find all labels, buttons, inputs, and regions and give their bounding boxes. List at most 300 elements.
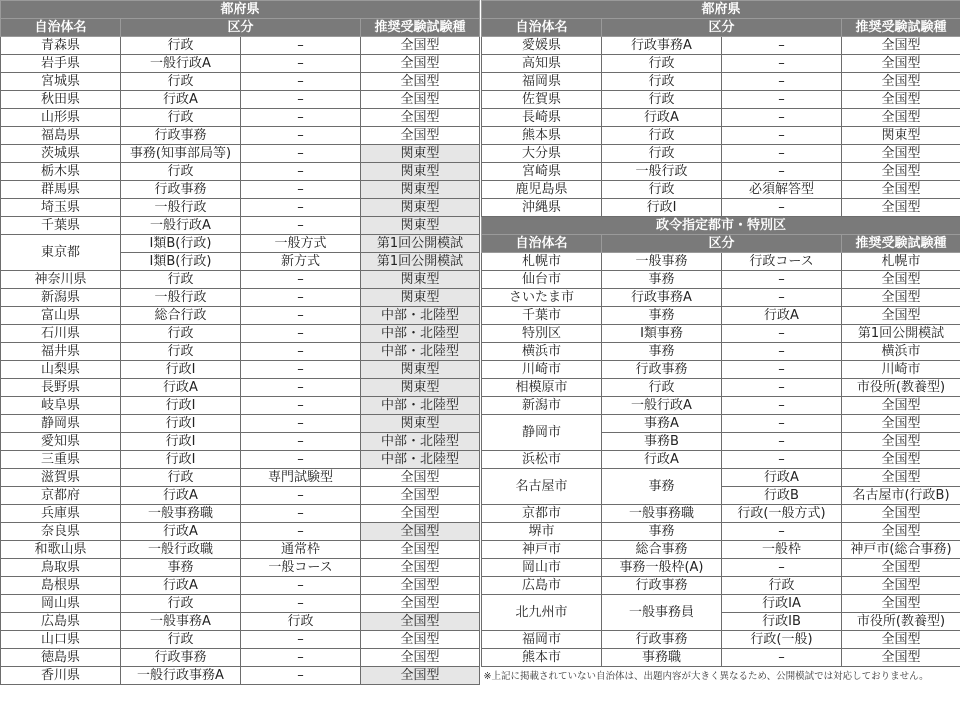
recommended-exam: 全国型 bbox=[842, 505, 960, 523]
category-main: 一般行政A bbox=[121, 217, 241, 235]
municipality-name: 札幌市 bbox=[482, 253, 602, 271]
category-main: 一般行政A bbox=[121, 55, 241, 73]
recommended-exam: 関東型 bbox=[842, 127, 960, 145]
recommended-exam: 全国型 bbox=[842, 469, 960, 487]
table-row bbox=[1, 667, 480, 685]
municipality-name: 和歌山県 bbox=[1, 541, 121, 559]
table-row bbox=[482, 181, 960, 199]
table-row bbox=[482, 649, 960, 667]
table-row bbox=[1, 343, 480, 361]
header-municipality: 自治体名 bbox=[1, 19, 121, 37]
municipality-name: 熊本市 bbox=[482, 649, 602, 667]
category-sub: – bbox=[722, 127, 842, 145]
category-main: 行政Ⅰ bbox=[121, 361, 241, 379]
recommended-exam: 川崎市 bbox=[842, 361, 960, 379]
category-sub: 行政ⅠA bbox=[722, 595, 842, 613]
category-main: 一般事務員 bbox=[602, 595, 722, 631]
recommended-exam: 全国型 bbox=[842, 91, 960, 109]
category-sub: – bbox=[241, 649, 361, 667]
category-main: 行政事務 bbox=[121, 181, 241, 199]
recommended-exam: 中部・北陸型 bbox=[361, 325, 480, 343]
table-row bbox=[1, 271, 480, 289]
recommended-exam: 全国型 bbox=[361, 55, 480, 73]
category-sub: – bbox=[241, 91, 361, 109]
table-row bbox=[1, 307, 480, 325]
category-main: 行政 bbox=[121, 73, 241, 91]
category-main: 行政 bbox=[121, 469, 241, 487]
recommended-exam: 全国型 bbox=[361, 667, 480, 685]
prefectures-table-right bbox=[481, 0, 960, 685]
category-main: 行政Ⅰ bbox=[121, 433, 241, 451]
recommended-exam: 全国型 bbox=[842, 451, 960, 469]
table-row bbox=[1, 37, 480, 55]
category-sub: – bbox=[241, 631, 361, 649]
category-sub: – bbox=[722, 109, 842, 127]
table-row bbox=[1, 397, 480, 415]
municipality-name: 鹿児島県 bbox=[482, 181, 602, 199]
category-main: Ⅰ類B(行政) bbox=[121, 253, 241, 271]
recommended-exam: 関東型 bbox=[361, 289, 480, 307]
category-main: 行政 bbox=[602, 91, 722, 109]
category-main: 一般事務職 bbox=[602, 505, 722, 523]
table-row bbox=[1, 127, 480, 145]
category-main: 行政A bbox=[602, 109, 722, 127]
category-main: 一般行政 bbox=[121, 289, 241, 307]
recommended-exam: 全国型 bbox=[361, 487, 480, 505]
table-row bbox=[482, 145, 960, 163]
category-main: 総合事務 bbox=[602, 541, 722, 559]
category-main: 行政Ⅰ bbox=[602, 199, 722, 217]
table-row bbox=[482, 91, 960, 109]
table-row bbox=[1, 55, 480, 73]
category-sub: – bbox=[241, 487, 361, 505]
recommended-exam: 全国型 bbox=[842, 649, 960, 667]
recommended-exam: 関東型 bbox=[361, 271, 480, 289]
municipality-name: 新潟市 bbox=[482, 397, 602, 415]
recommended-exam: 全国型 bbox=[361, 541, 480, 559]
recommended-exam: 中部・北陸型 bbox=[361, 307, 480, 325]
municipality-name: 千葉市 bbox=[482, 307, 602, 325]
recommended-exam: 全国型 bbox=[361, 559, 480, 577]
recommended-exam: 札幌市 bbox=[842, 253, 960, 271]
prefectures-section-left bbox=[1, 1, 480, 19]
recommended-exam: 関東型 bbox=[361, 163, 480, 181]
category-main: 事務 bbox=[602, 271, 722, 289]
table-row bbox=[1, 523, 480, 541]
designated-cities-section-title: 政令指定都市・特別区 bbox=[482, 217, 960, 235]
category-sub: 行政(一般) bbox=[722, 631, 842, 649]
table-row bbox=[1, 433, 480, 451]
category-sub: – bbox=[241, 73, 361, 91]
recommended-exam: 全国型 bbox=[842, 55, 960, 73]
category-sub: – bbox=[722, 163, 842, 181]
table-row bbox=[482, 469, 960, 487]
table-row bbox=[1, 649, 480, 667]
recommended-exam: 全国型 bbox=[361, 73, 480, 91]
category-main: 行政事務 bbox=[121, 649, 241, 667]
table-row bbox=[482, 577, 960, 595]
municipality-name: 愛知県 bbox=[1, 433, 121, 451]
recommended-exam: 全国型 bbox=[842, 307, 960, 325]
category-sub: 行政B bbox=[722, 487, 842, 505]
category-sub: – bbox=[241, 433, 361, 451]
category-sub: – bbox=[722, 343, 842, 361]
municipality-name: 徳島県 bbox=[1, 649, 121, 667]
category-sub: – bbox=[722, 415, 842, 433]
right-pref-column-headers bbox=[482, 19, 960, 37]
municipality-name: 広島市 bbox=[482, 577, 602, 595]
recommended-exam: 全国型 bbox=[842, 289, 960, 307]
category-sub: – bbox=[722, 397, 842, 415]
category-main: 行政事務 bbox=[602, 577, 722, 595]
category-sub: – bbox=[722, 361, 842, 379]
municipality-name: 群馬県 bbox=[1, 181, 121, 199]
table-row bbox=[1, 73, 480, 91]
category-main: 行政 bbox=[121, 343, 241, 361]
recommended-exam: 関東型 bbox=[361, 199, 480, 217]
municipality-name: 岩手県 bbox=[1, 55, 121, 73]
table-row bbox=[482, 253, 960, 271]
category-sub: – bbox=[722, 37, 842, 55]
recommended-exam: 全国型 bbox=[361, 505, 480, 523]
category-main: 行政 bbox=[121, 595, 241, 613]
header-municipality: 自治体名 bbox=[482, 19, 602, 37]
category-sub: – bbox=[241, 127, 361, 145]
table-row bbox=[1, 451, 480, 469]
municipality-name: 北九州市 bbox=[482, 595, 602, 631]
category-sub: – bbox=[241, 595, 361, 613]
category-sub: – bbox=[241, 163, 361, 181]
prefectures-section-right bbox=[482, 1, 960, 19]
recommended-exam: 全国型 bbox=[361, 577, 480, 595]
category-main: 行政A bbox=[121, 577, 241, 595]
recommended-exam: 関東型 bbox=[361, 145, 480, 163]
table-row bbox=[482, 559, 960, 577]
category-main: 一般行政 bbox=[602, 163, 722, 181]
category-sub: – bbox=[241, 343, 361, 361]
recommended-exam: 市役所(教養型) bbox=[842, 613, 960, 631]
municipality-name: 鳥取県 bbox=[1, 559, 121, 577]
table-row bbox=[482, 505, 960, 523]
category-main: 行政 bbox=[602, 55, 722, 73]
footnote-text: ※上記に掲載されていない自治体は、出題内容が大きく異なるため、公開模試では対応しておりません。 bbox=[483, 670, 929, 682]
recommended-exam: 全国型 bbox=[842, 181, 960, 199]
category-sub: 行政ⅠB bbox=[722, 613, 842, 631]
municipality-name: 宮崎県 bbox=[482, 163, 602, 181]
table-row bbox=[482, 127, 960, 145]
recommended-exam: 全国型 bbox=[361, 595, 480, 613]
category-main: 行政 bbox=[121, 325, 241, 343]
category-main: 事務 bbox=[121, 559, 241, 577]
category-main: 行政 bbox=[602, 181, 722, 199]
municipality-name: 岡山市 bbox=[482, 559, 602, 577]
municipality-name: 浜松市 bbox=[482, 451, 602, 469]
municipality-name: 仙台市 bbox=[482, 271, 602, 289]
category-main: 行政A bbox=[121, 487, 241, 505]
category-main: 行政 bbox=[602, 379, 722, 397]
table-row bbox=[482, 199, 960, 217]
category-main: 一般行政A bbox=[602, 397, 722, 415]
category-sub: – bbox=[241, 145, 361, 163]
municipality-name: 新潟県 bbox=[1, 289, 121, 307]
recommended-exam: 全国型 bbox=[842, 37, 960, 55]
category-sub: – bbox=[722, 289, 842, 307]
category-sub: – bbox=[241, 37, 361, 55]
category-sub: – bbox=[241, 289, 361, 307]
right-city-column-headers bbox=[482, 235, 960, 253]
category-main: 総合行政 bbox=[121, 307, 241, 325]
table-row bbox=[1, 541, 480, 559]
category-main: 一般事務 bbox=[602, 253, 722, 271]
municipality-name: 静岡県 bbox=[1, 415, 121, 433]
category-main: 行政Ⅰ bbox=[121, 451, 241, 469]
municipality-name: 福井県 bbox=[1, 343, 121, 361]
table-row bbox=[1, 559, 480, 577]
table-row bbox=[1, 595, 480, 613]
table-row bbox=[482, 37, 960, 55]
category-main: 事務一般枠(A) bbox=[602, 559, 722, 577]
table-row bbox=[1, 217, 480, 235]
category-sub: – bbox=[241, 109, 361, 127]
recommended-exam: 全国型 bbox=[842, 271, 960, 289]
right-panel bbox=[481, 0, 960, 685]
category-sub: – bbox=[241, 397, 361, 415]
table-row bbox=[482, 631, 960, 649]
category-main: 行政 bbox=[121, 631, 241, 649]
recommended-exam: 全国型 bbox=[842, 145, 960, 163]
category-sub: 行政A bbox=[722, 469, 842, 487]
municipality-name: 佐賀県 bbox=[482, 91, 602, 109]
recommended-exam: 関東型 bbox=[361, 379, 480, 397]
category-sub: – bbox=[722, 91, 842, 109]
category-sub: – bbox=[241, 307, 361, 325]
category-main: 行政 bbox=[121, 163, 241, 181]
table-row bbox=[1, 415, 480, 433]
municipality-name: さいたま市 bbox=[482, 289, 602, 307]
category-main: 行政 bbox=[121, 109, 241, 127]
recommended-exam: 全国型 bbox=[361, 469, 480, 487]
category-main: 事務B bbox=[602, 433, 722, 451]
category-main: 行政Ⅰ bbox=[121, 397, 241, 415]
prefectures-section-right-title: 都府県 bbox=[482, 1, 960, 19]
table-row bbox=[1, 613, 480, 631]
category-sub: – bbox=[241, 271, 361, 289]
recommended-exam: 神戸市(総合事務) bbox=[842, 541, 960, 559]
recommended-exam: 関東型 bbox=[361, 181, 480, 199]
category-sub: 行政コース bbox=[722, 253, 842, 271]
recommended-exam: 全国型 bbox=[842, 631, 960, 649]
category-sub: 一般枠 bbox=[722, 541, 842, 559]
category-sub: – bbox=[722, 199, 842, 217]
municipality-name: 東京都 bbox=[1, 235, 121, 271]
category-main: 行政A bbox=[602, 451, 722, 469]
table-row bbox=[482, 415, 960, 433]
municipality-name: 埼玉県 bbox=[1, 199, 121, 217]
table-row bbox=[482, 379, 960, 397]
municipality-name: 福島県 bbox=[1, 127, 121, 145]
municipality-name: 愛媛県 bbox=[482, 37, 602, 55]
table-row bbox=[482, 163, 960, 181]
recommended-exam: 全国型 bbox=[361, 523, 480, 541]
municipality-name: 相模原市 bbox=[482, 379, 602, 397]
table-row bbox=[482, 73, 960, 91]
municipality-name: 岐阜県 bbox=[1, 397, 121, 415]
recommended-exam: 第1回公開模試 bbox=[842, 325, 960, 343]
category-sub: – bbox=[241, 415, 361, 433]
table-row bbox=[482, 451, 960, 469]
left-panel bbox=[0, 0, 479, 685]
table-row bbox=[1, 289, 480, 307]
category-sub: – bbox=[241, 361, 361, 379]
recommended-exam: 第1回公開模試 bbox=[361, 235, 480, 253]
category-main: 行政 bbox=[602, 145, 722, 163]
header-exam: 推奨受験試験種 bbox=[842, 235, 960, 253]
recommended-exam: 関東型 bbox=[361, 217, 480, 235]
municipality-name: 岡山県 bbox=[1, 595, 121, 613]
municipality-name: 堺市 bbox=[482, 523, 602, 541]
category-main: Ⅰ類B(行政) bbox=[121, 235, 241, 253]
category-main: 行政事務A bbox=[602, 37, 722, 55]
category-sub: 専門試験型 bbox=[241, 469, 361, 487]
recommended-exam: 全国型 bbox=[361, 109, 480, 127]
category-main: 行政事務 bbox=[121, 127, 241, 145]
recommended-exam: 全国型 bbox=[842, 397, 960, 415]
category-sub: – bbox=[241, 505, 361, 523]
municipality-name: 千葉県 bbox=[1, 217, 121, 235]
category-sub: – bbox=[722, 145, 842, 163]
category-main: 一般行政 bbox=[121, 199, 241, 217]
municipality-name: 山口県 bbox=[1, 631, 121, 649]
category-main: 行政 bbox=[121, 271, 241, 289]
municipality-name: 滋賀県 bbox=[1, 469, 121, 487]
recommended-exam: 第1回公開模試 bbox=[361, 253, 480, 271]
recommended-exam: 名古屋市(行政B) bbox=[842, 487, 960, 505]
category-sub: – bbox=[241, 199, 361, 217]
municipality-name: 川崎市 bbox=[482, 361, 602, 379]
header-category: 区分 bbox=[602, 19, 842, 37]
category-sub: – bbox=[241, 523, 361, 541]
category-main: 行政事務A bbox=[602, 289, 722, 307]
municipality-name: 石川県 bbox=[1, 325, 121, 343]
table-row bbox=[1, 577, 480, 595]
table-row bbox=[1, 199, 480, 217]
category-main: 行政A bbox=[121, 91, 241, 109]
category-sub: – bbox=[722, 271, 842, 289]
table-row bbox=[482, 595, 960, 613]
recommended-exam: 全国型 bbox=[361, 37, 480, 55]
recommended-exam: 全国型 bbox=[842, 595, 960, 613]
municipality-name: 神戸市 bbox=[482, 541, 602, 559]
municipality-name: 長崎県 bbox=[482, 109, 602, 127]
table-row bbox=[1, 631, 480, 649]
category-main: 行政事務 bbox=[602, 361, 722, 379]
recommended-exam: 中部・北陸型 bbox=[361, 451, 480, 469]
table-row bbox=[482, 541, 960, 559]
category-main: 一般事務職 bbox=[121, 505, 241, 523]
category-sub: 一般コース bbox=[241, 559, 361, 577]
municipality-name: 秋田県 bbox=[1, 91, 121, 109]
municipality-name: 特別区 bbox=[482, 325, 602, 343]
municipality-name: 奈良県 bbox=[1, 523, 121, 541]
recommended-exam: 中部・北陸型 bbox=[361, 433, 480, 451]
category-sub: 一般方式 bbox=[241, 235, 361, 253]
category-main: 事務 bbox=[602, 343, 722, 361]
category-main: 事務職 bbox=[602, 649, 722, 667]
municipality-name: 広島県 bbox=[1, 613, 121, 631]
municipality-name: 山梨県 bbox=[1, 361, 121, 379]
table-row bbox=[1, 145, 480, 163]
table-row bbox=[482, 397, 960, 415]
municipality-name: 香川県 bbox=[1, 667, 121, 685]
header-exam: 推奨受験試験種 bbox=[361, 19, 480, 37]
municipality-name: 福岡市 bbox=[482, 631, 602, 649]
recommended-exam: 中部・北陸型 bbox=[361, 397, 480, 415]
municipality-name: 島根県 bbox=[1, 577, 121, 595]
municipality-name: 宮城県 bbox=[1, 73, 121, 91]
category-sub: 行政A bbox=[722, 307, 842, 325]
category-sub: – bbox=[722, 379, 842, 397]
recommended-exam: 中部・北陸型 bbox=[361, 343, 480, 361]
recommended-exam: 関東型 bbox=[361, 415, 480, 433]
municipality-name: 三重県 bbox=[1, 451, 121, 469]
table-row bbox=[482, 271, 960, 289]
municipality-name: 京都府 bbox=[1, 487, 121, 505]
category-sub: – bbox=[722, 73, 842, 91]
municipality-name: 沖縄県 bbox=[482, 199, 602, 217]
table-row bbox=[1, 109, 480, 127]
recommended-exam: 全国型 bbox=[361, 631, 480, 649]
municipality-name: 長野県 bbox=[1, 379, 121, 397]
category-sub: – bbox=[241, 379, 361, 397]
footnote-row bbox=[482, 667, 960, 686]
category-main: 一般行政事務A bbox=[121, 667, 241, 685]
category-sub: 行政 bbox=[722, 577, 842, 595]
category-sub: – bbox=[722, 523, 842, 541]
municipality-name: 福岡県 bbox=[482, 73, 602, 91]
table-row bbox=[1, 379, 480, 397]
municipality-name: 神奈川県 bbox=[1, 271, 121, 289]
category-sub: 行政(一般方式) bbox=[722, 505, 842, 523]
category-sub: – bbox=[241, 55, 361, 73]
category-main: 事務A bbox=[602, 415, 722, 433]
category-sub: – bbox=[241, 181, 361, 199]
table-row bbox=[1, 505, 480, 523]
category-sub: – bbox=[241, 217, 361, 235]
recommended-exam: 全国型 bbox=[361, 613, 480, 631]
municipality-name: 名古屋市 bbox=[482, 469, 602, 505]
recommended-exam: 全国型 bbox=[842, 199, 960, 217]
category-main: 事務 bbox=[602, 469, 722, 505]
category-sub: – bbox=[722, 433, 842, 451]
recommended-exam: 関東型 bbox=[361, 361, 480, 379]
table-row bbox=[1, 91, 480, 109]
header-exam: 推奨受験試験種 bbox=[842, 19, 960, 37]
municipality-name: 青森県 bbox=[1, 37, 121, 55]
municipality-name: 兵庫県 bbox=[1, 505, 121, 523]
table-row bbox=[482, 523, 960, 541]
category-main: 事務 bbox=[602, 523, 722, 541]
recommended-exam: 全国型 bbox=[842, 433, 960, 451]
category-sub: 行政 bbox=[241, 613, 361, 631]
table-row bbox=[482, 361, 960, 379]
category-main: 行政 bbox=[602, 73, 722, 91]
recommended-exam: 全国型 bbox=[361, 91, 480, 109]
prefectures-table-left bbox=[0, 0, 480, 685]
category-main: 行政Ⅰ bbox=[121, 415, 241, 433]
header-municipality: 自治体名 bbox=[482, 235, 602, 253]
category-main: 行政A bbox=[121, 379, 241, 397]
designated-cities-section bbox=[482, 217, 960, 235]
